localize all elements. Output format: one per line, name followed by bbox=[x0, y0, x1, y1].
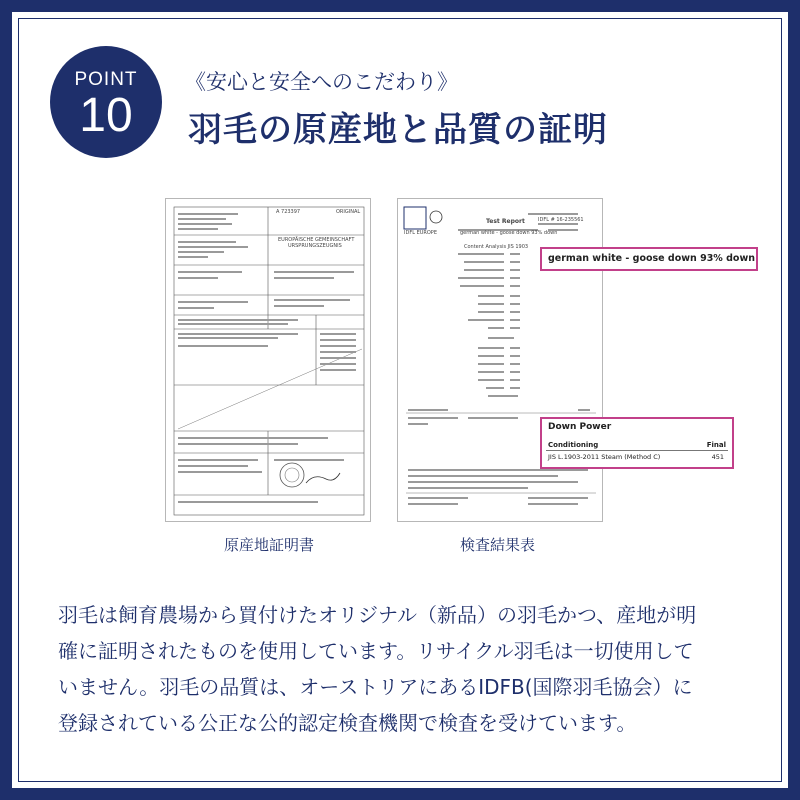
down-power-col-final: Final bbox=[706, 441, 726, 449]
description-line: 羽毛は飼育農場から買付けたオリジナル（新品）の羽毛かつ、産地が明 bbox=[58, 603, 697, 627]
report-number: IDFL # 16-235561 bbox=[538, 217, 584, 223]
point-badge bbox=[50, 46, 162, 158]
point-label: POINT bbox=[74, 69, 138, 90]
certificate-number: A 723397 bbox=[276, 209, 301, 215]
description-line: いません。羽毛の品質は、オーストリアにあるIDFB(国際羽毛協会）に bbox=[58, 675, 693, 699]
description-line: 登録されている公正な公的認定検査機関で検査を受けています。 bbox=[58, 711, 637, 735]
test-report-image bbox=[397, 198, 755, 522]
highlight-down-power-box bbox=[540, 417, 734, 469]
report-title: Test Report bbox=[486, 218, 525, 225]
down-power-row-final: 451 bbox=[711, 453, 724, 461]
origin-certificate-caption: 原産地証明書 bbox=[224, 536, 315, 554]
down-power-row-condition: JIS L.1903-2011 Steam (Method C) bbox=[548, 453, 661, 461]
section-subtitle: 《安心と安全へのこだわり》 bbox=[185, 70, 458, 94]
highlight-sample-box bbox=[540, 247, 758, 271]
certificate-heading: EUROPÄISCHE GEMEINSCHAFT bbox=[278, 237, 355, 243]
report-org: IDFL EUROPE bbox=[404, 230, 437, 236]
down-power-divider bbox=[546, 450, 728, 451]
down-power-heading: Down Power bbox=[548, 422, 612, 432]
section-title: 羽毛の原産地と品質の証明 bbox=[188, 110, 608, 150]
certificate-subheading: URSPRUNGSZEUGNIS bbox=[288, 243, 342, 249]
description-paragraph bbox=[58, 597, 758, 741]
highlight-sample-text: german white - goose down 93% down bbox=[548, 253, 755, 264]
test-report-caption: 検査結果表 bbox=[460, 536, 536, 554]
down-power-col-condition: Conditioning bbox=[548, 441, 599, 449]
description-line: 確に証明されたものを使用しています。リサイクル羽毛は一切使用して bbox=[58, 639, 694, 663]
certificate-tag: ORIGINAL bbox=[336, 209, 361, 215]
report-sample: german white - goose down 93% down bbox=[460, 230, 558, 236]
origin-certificate-image bbox=[165, 198, 371, 522]
point-number: 10 bbox=[79, 89, 133, 142]
report-content-analysis: Content Analysis JIS 1903 bbox=[464, 244, 529, 250]
